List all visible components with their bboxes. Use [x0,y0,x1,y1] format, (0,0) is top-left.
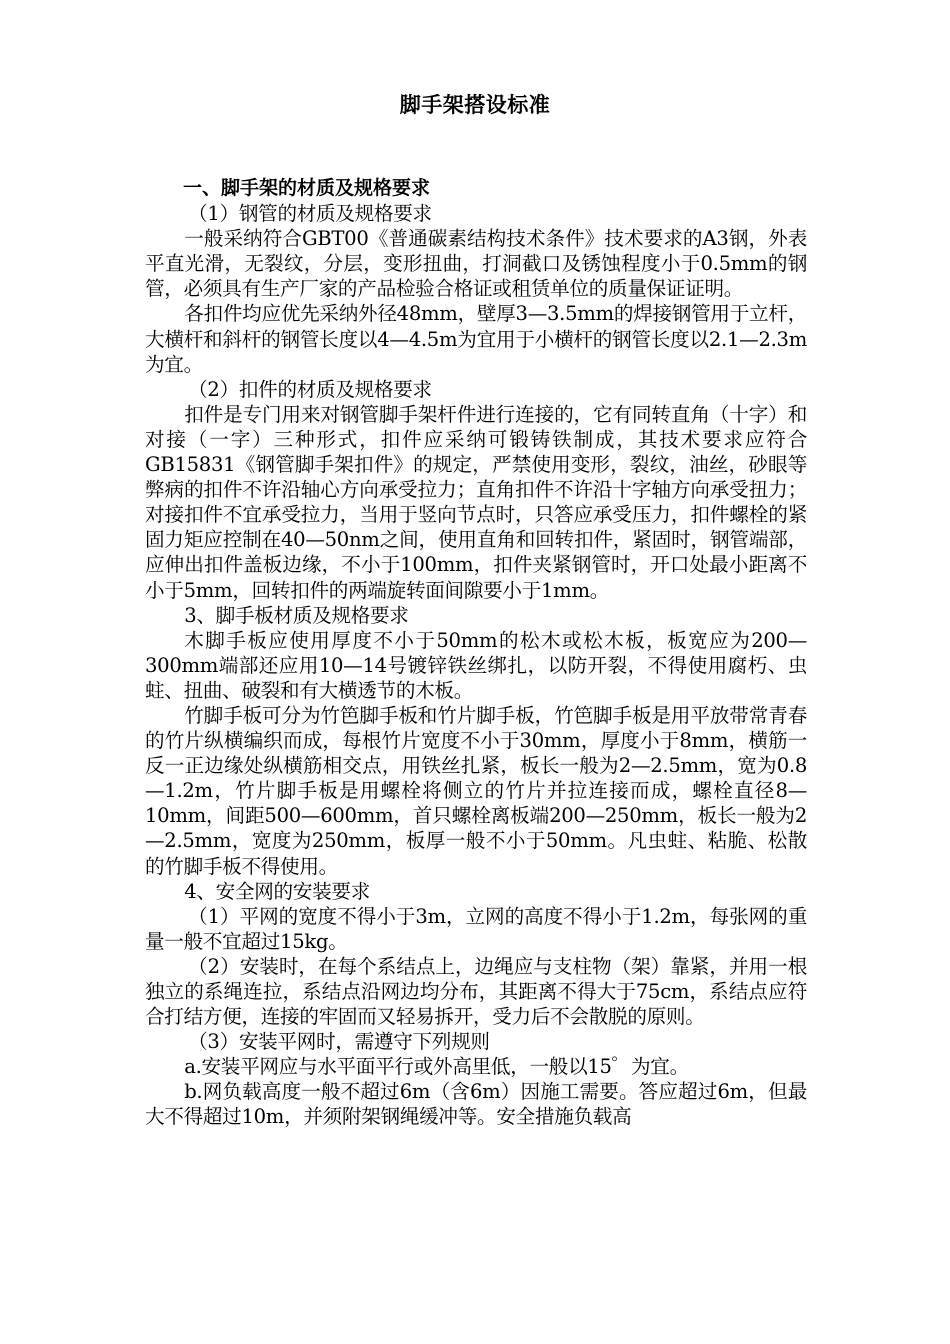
list-item-rule-a: a.安装平网应与水平面平行或外高里低，一般以15゜为宜。 [184,1055,689,1079]
subheading-safety-net: 4、安全网的安装要求 [184,879,370,903]
paragraph-net-installation: （2）安装时，在每个系结点上，边绳应与支柱物（架）靠紧，并用一根独立的系绳连拉，系结点沿网边均分布，其距离不得大于75cm，系结点应符合打结方便，连接的牢固而又轻易拆开，受力后不会散脱的原则。 [145,954,807,1029]
subheading-fasteners: （2）扣件的材质及规格要求 [188,377,432,401]
section-heading-materials: 一、脚手架的材质及规格要求 [183,177,431,199]
list-item-rule-b: b.网负载高度一般不超过6m（含6m）因施工需要。答应超过6m，但最大不得超过10m，并须附架钢绳缓冲等。安全措施负载高 [145,1080,807,1129]
paragraph-wood-boards: 木脚手板应使用厚度不小于50mm的松木或松木板，板宽应为200—300mm端部还应用10—14号镀锌铁丝绑扎，以防开裂，不得使用腐朽、虫蛀、扭曲、破裂和有大横透节的木板。 [145,628,807,702]
subheading-steel-pipe: （1）钢管的材质及规格要求 [188,202,432,226]
paragraph-fasteners: 扣件是专门用来对钢管脚手架杆件进行连接的，它有同转直角（十字）和对接（一字）三种形式，扣件应采纳可锻铸铁制成，其技术要求应符合GB15831《钢管脚手架扣件》的规定，严禁使用变形，裂纹，油丝，砂眼等弊病的扣件不许沿轴心方向承受拉力；直角扣件不许沿十字轴方向承受扭力；对接扣件不宜承受拉力，当用于竖向节点时，只答应承受压力，扣件螺栓的紧固力矩应控制在40—50nm之间，使用直角和回转扣件，紧固时，钢管端部，应伸出扣件盖板边缘，不小于100mm，扣件夹紧钢管时，开口处最小距离不小于5mm，回转扣件的两端旋转面间隙要小于1mm。 [145,402,807,602]
paragraph-flat-net-rules: （3）安装平网时，需遵守下列规则 [188,1030,490,1054]
paragraph-bamboo-boards: 竹脚手板可分为竹笆脚手板和竹片脚手板，竹笆脚手板是用平放带常青春的竹片纵横编织而成，每根竹片宽度不小于30mm，厚度小于8mm，横筋一反一正边缘处纵横筋相交点，用铁丝扎紧，板长一般为2—2.5mm，宽为0.8—1.2m，竹片脚手板是用螺栓将侧立的竹片并拉连接而成，螺栓直径8—10mm，间距500—600mm，首只螺栓离板端200—250mm，板长一般为2—2.5mm，宽度为250mm，板厚一般不小于50mm。凡虫蛀、粘脆、松散的竹脚手板不得使用。 [145,703,807,878]
paragraph-steel-pipe-dimensions: 各扣件均应优先采纳外径48mm，壁厚3—3.5mm的焊接钢管用于立杆，大横杆和斜杆的钢管长度以4—4.5m为宜用于小横杆的钢管长度以2.1—2.3m为宜。 [145,302,807,376]
subheading-scaffold-boards: 3、脚手板材质及规格要求 [184,603,409,627]
paragraph-net-size: （1）平网的宽度不得小于3m，立网的高度不得小于1.2m，每张网的重量一般不宜超过15kg。 [145,904,807,953]
paragraph-steel-pipe-standard: 一般采纳符合GBT00《普通碳素结构技术条件》技术要求的A3钢，外表平直光滑，无裂纹，分层，变形扭曲，打洞截口及锈蚀程度小于0.5mm的钢管，必须具有生产厂家的产品检验合格证或租赁单位的质量保证证明。 [145,227,807,301]
page-title: 脚手架搭设标准 [399,93,551,117]
document-body [145,176,807,1130]
